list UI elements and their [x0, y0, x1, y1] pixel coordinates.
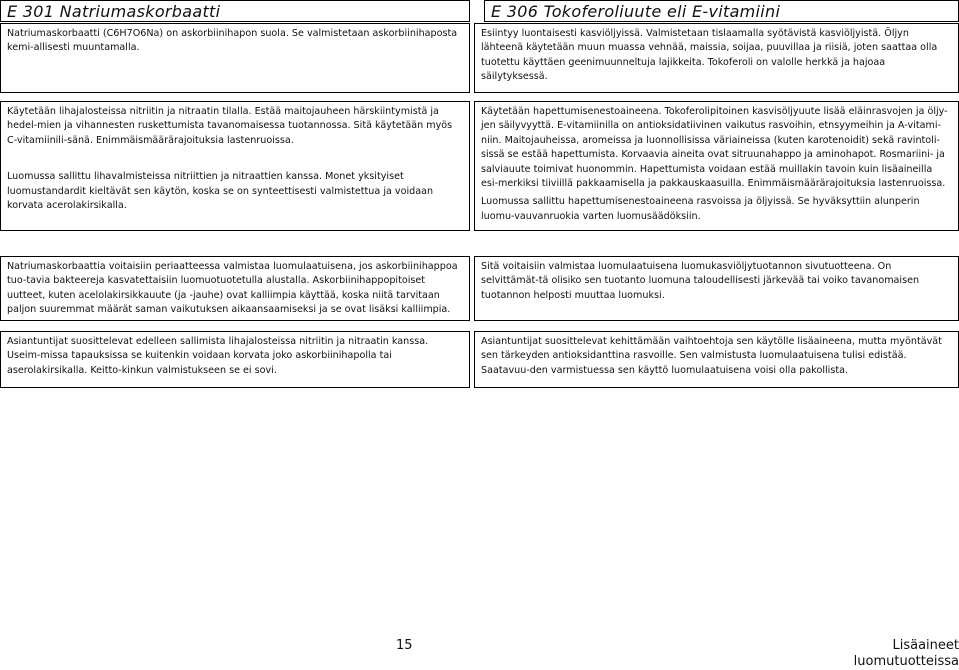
e301-assessment-text: Natriumaskorbaattia voitaisiin periaatteessa valmistaa luomulaatuisena, jos askorbiinihappoa tuo-tavia bakteereja kasvatettaisiin luomuotuotetulla alustalla. Askorbiinihappopitoiset uutteet, kuten acelolakirsikkauute (ja -jauhe) ovat kalliimpia käyttää, koska niitä tarvitaan paljon suuremmat määrät saman vaikutuksen aikaansaamiseksi ja se ovat lisäksi kalliimpia. [7, 261, 458, 316]
additive-title-e301: E 301 Natriumaskorbaatti [0, 0, 470, 22]
e306-recommendation [474, 331, 959, 388]
e301-intro [0, 23, 470, 93]
e301-usage [0, 101, 470, 231]
e306-organic-usage-text: Luomussa sallittu hapettumisenestoaineena rasvoissa ja öljyissä. Se hyväksyttiin alunperin luomu-vauvanruokia varten luomusäädöksiin. [481, 196, 920, 222]
additive-title-e306: E 306 Tokoferoliuute eli E-vitamiini [484, 0, 959, 22]
e306-assessment-text: Sitä voitaisiin valmistaa luomulaatuisena luomukasviöljytuotannon sivutuotteena. On selvittämät-tä olisiko sen tuotanto luomuna taloudellisesti järkevää tai voiko tavanomaisen tuotannon helposti muuttaa luomuksi. [481, 261, 920, 301]
e301-recommendation [0, 331, 470, 388]
e301-assessment [0, 256, 470, 321]
e306-recommendation-text: Asiantuntijat suosittelevat kehittämään vaihtoehtoja sen käytölle lisäaineena, mutta myöntävät sen tärkeyden antioksidanttina rasvoille. Sen valmistusta luomulaatuisena tulisi edistää. Saatavuu-den varmistuessa sen käyttö luomulaatuisena voisi olla pakollista. [481, 336, 942, 376]
e306-intro-text: Esiintyy luontaisesti kasviöljyissä. Valmistetaan tislaamalla syötävistä kasviöljyistä. Öljyn lähteenä käytetään muun muassa vehnää, maissia, soijaa, puuvillaa ja riisiä, joten saattaa olla tuotettu käyttäen geenimuunneltuja lajikkeita. Tokoferoli on valolle herkkä ja hajoaa säilytyksessä. [481, 28, 938, 83]
e306-intro [474, 23, 959, 93]
footer-section-title: Lisäaineet luomutuotteissa [853, 638, 959, 669]
e301-organic-usage-text: Luomussa sallittu lihavalmisteissa nitriittien ja nitraattien kanssa. Monet yksityiset luomustandardit kieltävät sen käytön, koska se on synteettisesti valmistettua ja voidaan korvata acerolakirsikalla. [7, 171, 434, 212]
page-number: 15 [396, 638, 413, 653]
e306-usage [474, 101, 959, 231]
e306-assessment [474, 256, 959, 321]
e301-recommendation-text: Asiantuntijat suosittelevat edelleen sallimista lihajalosteissa nitriitin ja nitraatin kanssa. Useim-missa tapauksissa se kuitenkin voidaan korvata joko askorbiinihapolla tai aserolakirsikalla. Keitto-kinkun valmistukseen se ei sovi. [7, 336, 429, 376]
e306-usage-text: Käytetään hapettumisenestoaineena. Tokoferolipitoinen kasvisöljyuute lisää eläinrasvojen ja öljy-jen säilyvyyttä. E-vitamiinilla on antioksidatiivinen vaikutus rasvoihin, etnsyymeihin ja A-vitami-niin. Maitojauheissa, aromeissa ja luonnollisissa väriaineissa (kuten karotenoidit) sekä ravintoli-sissä se estää hapettumista. Korvaavia aineita ovat sitruunahappo ja aminohapot. Rosmariini- ja salviauute toimivat huonommin. Hapettumista voidaan estää muillakin tavoin kuin lisäaineilla esi-merkiksi tiiviillä pakkaamisella ja pakkauskaasuilla. Enimmäismäärärajoituksia lastenruoissa. [481, 106, 948, 190]
e301-usage-text: Käytetään lihajalosteissa nitriitin ja nitraatin tilalla. Estää maitojauheen härskiintymistä ja hedel-mien ja vihannesten ruskettumista tavanomaisessa tuotannossa. Sitä käytetään myös C-vitamiinili-sänä. Enimmäismäärärajoituksia lastenruoissa. [7, 106, 453, 146]
e301-intro-text: Natriumaskorbaatti (C6H7O6Na) on askorbiinihapon suola. Se valmistetaan askorbiinihaposta kemi-allisesti muuntamalla. [7, 28, 458, 54]
